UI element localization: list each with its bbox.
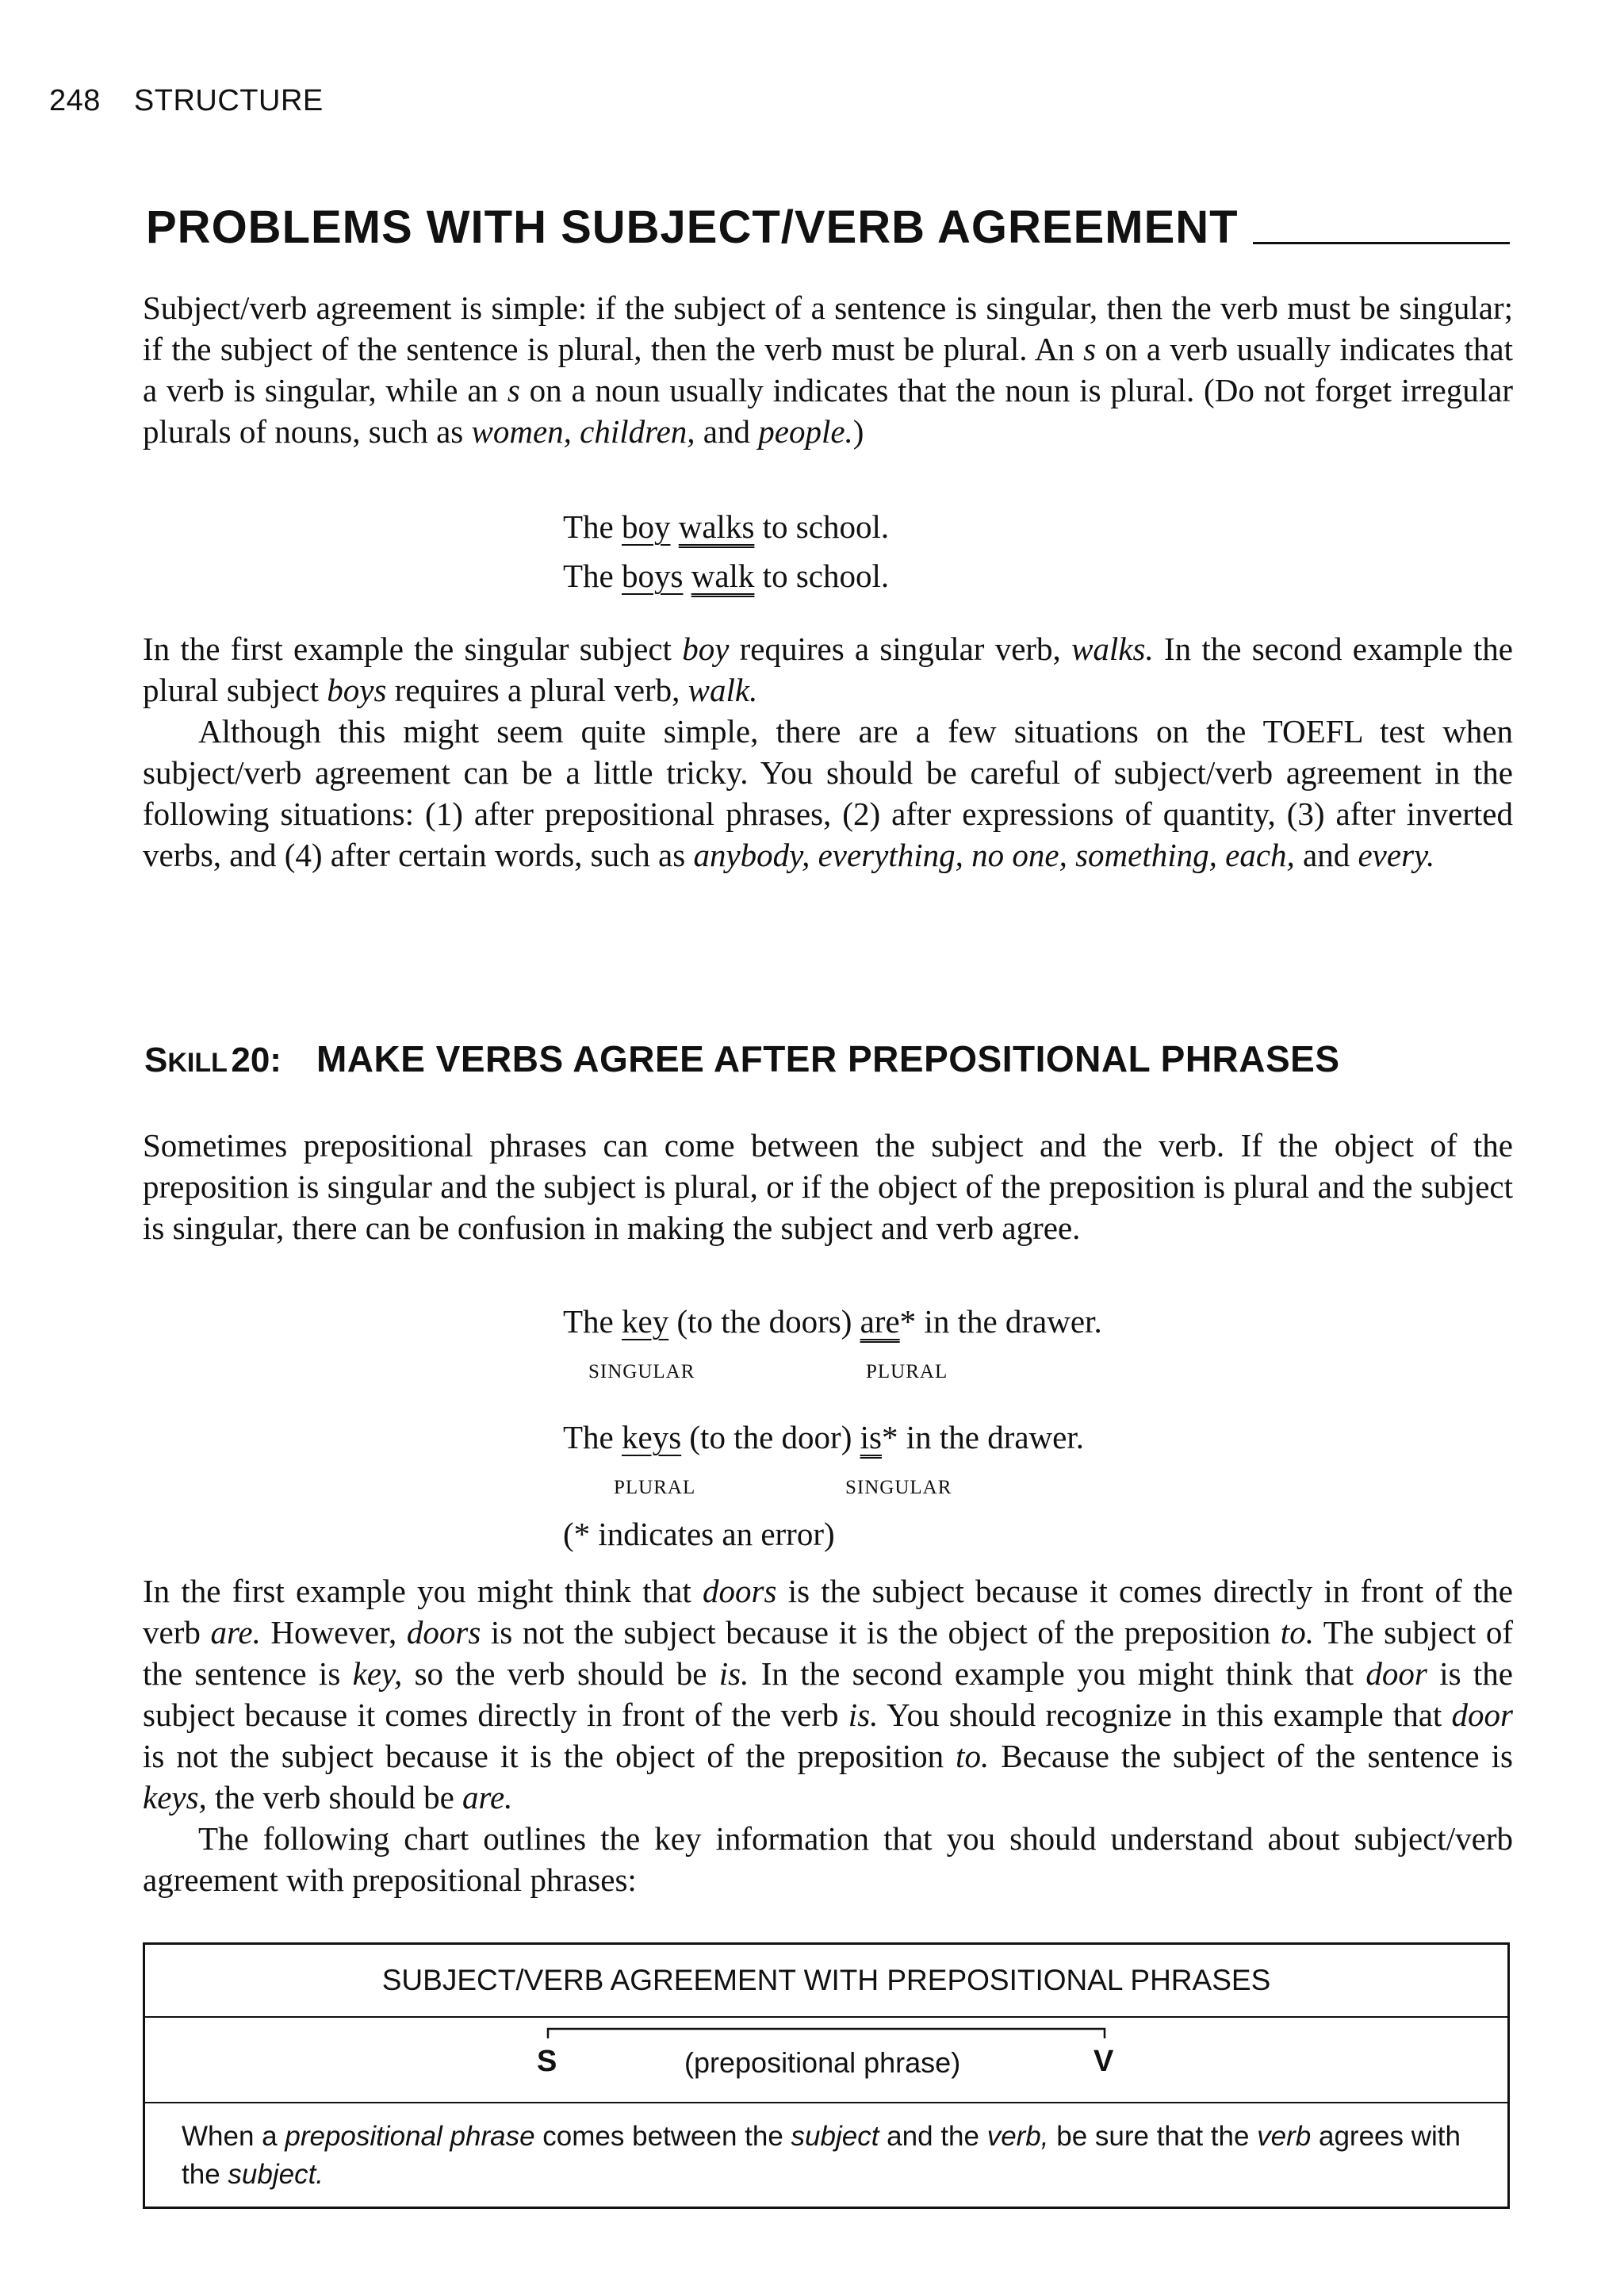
text-run: In the first example the singular subject [143, 631, 683, 667]
text-run: You should recognize in this example that [878, 1697, 1452, 1733]
text-run: The [563, 558, 622, 594]
subject-word: key [622, 1303, 669, 1340]
text-run: In the first example you might think that [143, 1573, 703, 1609]
text-run: (to the door) [681, 1419, 860, 1455]
text-run: verb, [986, 2121, 1049, 2152]
text-run: ) [852, 413, 864, 450]
skill-heading [144, 1037, 1340, 1080]
skill-title: MAKE VERBS AGREE AFTER PREPOSITIONAL PHRASES [316, 1038, 1340, 1079]
text-run: be sure that the [1048, 2121, 1258, 2152]
prepositional-paragraph: Sometimes prepositional phrases can come between the subject and the verb. If the object of the preposition is singular and the subject is plural, or if the object of the preposition is plural and the subject is singular, there can be confusion in making the subject and verb agree. [143, 1127, 1513, 1246]
text-run: prepositional phrase [285, 2121, 535, 2152]
error-note: (* indicates an error) [563, 1516, 835, 1552]
text-run: are. [462, 1779, 513, 1815]
text-run: The [563, 508, 622, 545]
text-run: door [1365, 1655, 1427, 1692]
tag-singular: SINGULAR [845, 1477, 952, 1498]
verb-word: are [860, 1303, 900, 1340]
text-run: people. [758, 413, 853, 450]
text-run: keys, [143, 1779, 207, 1815]
section-title [146, 198, 1510, 254]
text-run: so the verb should be [402, 1655, 719, 1692]
text-run: doors [406, 1614, 481, 1651]
text-run: comes between the [534, 2121, 791, 2152]
tag-singular: SINGULAR [588, 1361, 695, 1382]
subject-word: boys [622, 558, 684, 594]
text-run: and [695, 413, 759, 450]
text-run: subject [791, 2121, 879, 2152]
explanation-paragraph-1 [143, 628, 1513, 711]
text-run: anybody, everything, no one, something, each, [693, 837, 1295, 873]
text-run: is not the subject because it is the object of the preposition [481, 1614, 1281, 1651]
text-run: is the subject because it comes directly in front of the verb [143, 1573, 1513, 1651]
chart-subject-letter: S [537, 2045, 557, 2078]
text-run: (to the doors) [668, 1303, 860, 1340]
text-run: door [1451, 1697, 1514, 1733]
subject-word: keys [622, 1419, 682, 1455]
text-run: children, [580, 413, 695, 450]
text-run: KILL [167, 1048, 228, 1078]
example-sentence-4 [563, 1417, 1084, 1458]
text-run: and the [879, 2121, 987, 2152]
running-head [49, 84, 324, 118]
text-run: s [1083, 331, 1097, 367]
text-run: Subject/verb agreement is simple: if the subject of a sentence is singular, then the verb must be singular; if the subject of the sentence is plural, then the verb must be plural. An [143, 289, 1513, 367]
text-run: is the subject because it comes directly in front of the verb [143, 1655, 1514, 1733]
text-run: verb [1257, 2121, 1312, 2152]
text-run: every. [1358, 837, 1435, 873]
chart-title: SUBJECT/VERB AGREEMENT WITH PREPOSITIONAL PHRASES [145, 1945, 1507, 2018]
verb-word: walks [678, 508, 755, 545]
text-run: * in the drawer. [881, 1419, 1084, 1455]
text-run: and [1294, 837, 1358, 873]
section-title-text: PROBLEMS WITH SUBJECT/VERB AGREEMENT [146, 201, 1239, 253]
text-run: is not the subject because it is the object of the preposition [143, 1738, 956, 1774]
text-run: The subject of the sentence is [143, 1614, 1514, 1692]
text-run: S [144, 1041, 168, 1079]
example-sentence-1 [563, 506, 889, 547]
text-run: women, [471, 413, 572, 450]
running-head-section: STRUCTURE [133, 84, 324, 117]
chart-diagram [145, 2018, 1507, 2103]
text-run: doors [703, 1573, 777, 1609]
text-run: Although this might seem quite simple, there are a few situations on the TOEFL test when subject/verb agreement can be a little tricky. You should be careful of subject/verb agreement in the following situations: (1) after prepositional phrases, (2) after expressions of quantity, (3) after inverted verbs, and (4) after certain words, such as [143, 713, 1513, 873]
rule-chart [143, 1942, 1510, 2209]
text-run: In the second example the plural subject [143, 631, 1513, 708]
text-run: The [563, 1419, 622, 1455]
text-run: The [563, 1303, 622, 1340]
example-sentence-2 [563, 555, 889, 596]
text-run: boy [682, 631, 730, 667]
skill-label [144, 1041, 228, 1079]
text-run: to. [956, 1738, 990, 1774]
text-run: boys [327, 672, 387, 708]
text-run: on a verb usually indicates that a verb is singular, while an [143, 331, 1513, 408]
chart-intro-paragraph: The following chart outlines the key information that you should understand about subject/verb agreement with prepositional phrases: [143, 1820, 1513, 1898]
text-run: Because the subject of the sentence is [989, 1738, 1513, 1774]
bracket-line [548, 2029, 1105, 2038]
intro-paragraph [143, 287, 1513, 452]
title-rule [1253, 242, 1510, 244]
text-run: to school. [754, 558, 890, 594]
text-run: walks. [1071, 631, 1154, 667]
text-run: In the second example you might think that [749, 1655, 1366, 1692]
text-run: However, [260, 1614, 407, 1651]
subject-word: boy [622, 508, 671, 545]
text-run: * in the drawer. [899, 1303, 1102, 1340]
verb-word: walk [691, 558, 755, 594]
text-run: is. [718, 1655, 749, 1692]
text-run: agrees with the [182, 2121, 1461, 2190]
text-run: When a [182, 2121, 285, 2152]
text-run: s [507, 372, 520, 408]
text-run: is. [848, 1697, 879, 1733]
explanation-paragraph-2 [143, 1570, 1513, 1818]
text-run: to school. [754, 508, 890, 545]
text-run: to. [1280, 1614, 1314, 1651]
text-run: key, [352, 1655, 403, 1692]
text-run: are. [210, 1614, 261, 1651]
text-run: requires a singular verb, [729, 631, 1072, 667]
page-number: 248 [49, 84, 101, 117]
text-run: subject. [228, 2159, 324, 2190]
text-run: the verb should be [206, 1779, 463, 1815]
chart-verb-letter: V [1094, 2045, 1114, 2078]
situations-paragraph [143, 711, 1513, 876]
tag-plural: PLURAL [866, 1361, 948, 1382]
skill-number: 20: [231, 1041, 282, 1079]
tag-plural: PLURAL [614, 1477, 696, 1498]
chart-rule [145, 2103, 1507, 2194]
text-run: walk. [688, 672, 758, 708]
text-run: on a noun usually indicates that the noun is plural. (Do not forget irregular plurals of nouns, such as [143, 372, 1513, 450]
example-sentence-3 [563, 1301, 1102, 1342]
text-run: requires a plural verb, [386, 672, 688, 708]
verb-word: is [860, 1419, 882, 1455]
chart-phrase-label: (prepositional phrase) [684, 2046, 961, 2079]
